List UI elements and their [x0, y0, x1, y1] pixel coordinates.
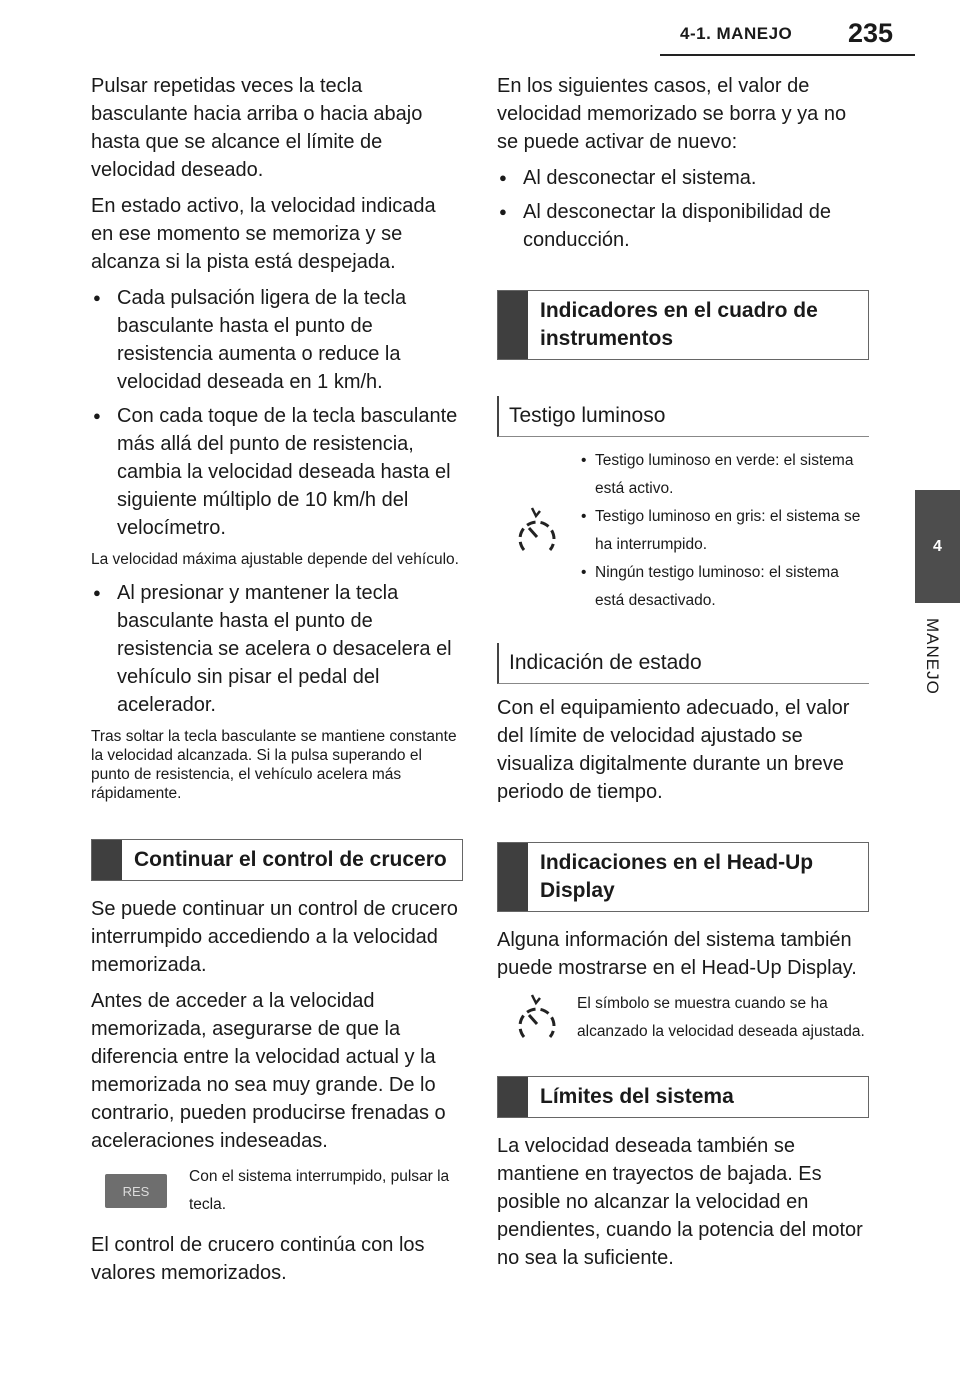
- section-title: Indicadores en el cuadro de instrumentos: [540, 299, 818, 350]
- cruise-control-icon: [515, 993, 559, 1043]
- page-number: 235: [848, 18, 894, 48]
- chapter-tab-label: MANEJO: [923, 618, 942, 695]
- paragraph: El control de crucero continúa con los valores memorizados.: [91, 1234, 425, 1284]
- paragraph: Con el equipamiento adecuado, el valor del límite de velocidad ajustado se visualiza digitalmente durante un breve periodo de tiempo.: [497, 697, 850, 803]
- list-item: ● Al desconectar el sistema.: [497, 164, 869, 192]
- section-bar: [498, 1077, 528, 1117]
- res-row: [91, 1163, 463, 1219]
- light-row: [497, 447, 869, 615]
- list-item: ● Cada pulsación ligera de la tecla basculante hasta el punto de resistencia aumenta o reduce la velocidad deseada en 1 km/h.: [91, 284, 463, 396]
- list-item: ● Con cada toque de la tecla basculante más allá del punto de resistencia, cambia la velocidad deseada hasta el siguiente múltiplo de 10 km/h del velocímetro.: [91, 402, 463, 542]
- note: La velocidad máxima ajustable depende del vehículo.: [91, 551, 459, 568]
- list-item: ● Al presionar y mantener la tecla basculante hasta el punto de resistencia se acelera o desacelera el vehículo sin pisar el pedal del acelerador.: [91, 579, 463, 719]
- list-item: ● Al desconectar la disponibilidad de conducción.: [497, 198, 869, 254]
- cruise-control-icon: [515, 506, 559, 556]
- hud-description: El símbolo se muestra cuando se ha alcanzado la velocidad deseada ajustada.: [577, 995, 865, 1040]
- res-cell: [91, 1174, 189, 1208]
- section-title: Indicaciones en el Head-Up Display: [540, 851, 814, 902]
- note: Tras soltar la tecla basculante se mantiene constante la velocidad alcanzada. Si la pulsa superando el punto de resistencia, el vehículo acelera más rápidamente.: [91, 728, 457, 802]
- res-button[interactable]: RES: [105, 1174, 167, 1208]
- icon-cell: [497, 993, 577, 1043]
- left-column: [91, 72, 463, 1295]
- list-item: • Ningún testigo luminoso: el sistema está desactivado.: [577, 559, 869, 615]
- paragraph: En estado activo, la velocidad indicada en ese momento se memoriza y se alcanza si la pista está despejada.: [91, 195, 436, 273]
- list-item: • Testigo luminoso en verde: el sistema está activo.: [577, 447, 869, 503]
- res-description: Con el sistema interrumpido, pulsar la tecla.: [189, 1168, 450, 1213]
- bullet-list: [91, 284, 463, 542]
- paragraph: Antes de acceder a la velocidad memorizada, asegurarse de que la diferencia entre la velocidad actual y la memorizada no sea muy grande. De lo contrario, pueden producirse frenadas o aceleraciones indeseadas.: [91, 990, 446, 1152]
- section-bar: [498, 291, 528, 359]
- subheading-status: Indicación de estado: [497, 643, 869, 684]
- bullet-list: [497, 164, 869, 254]
- section-title: Continuar el control de crucero: [134, 848, 447, 871]
- subheading-light: Testigo luminoso: [497, 396, 869, 437]
- paragraph: En los siguientes casos, el valor de velocidad memorizado se borra y ya no se puede activar de nuevo:: [497, 75, 847, 153]
- section-bar: [498, 843, 528, 911]
- right-column: [497, 72, 869, 1280]
- chapter-tab-number[interactable]: 4: [915, 490, 960, 603]
- section-heading-continue: [91, 839, 463, 881]
- icon-cell: [497, 506, 577, 556]
- light-states: [577, 447, 869, 615]
- paragraph: Pulsar repetidas veces la tecla basculante hacia arriba o hacia abajo hasta que se alcance el límite de velocidad deseado.: [91, 75, 423, 181]
- section-heading-limits: [497, 1076, 869, 1118]
- header-rule: [660, 54, 915, 56]
- section-title: Límites del sistema: [540, 1085, 734, 1108]
- section-heading-instruments: [497, 290, 869, 360]
- hud-row: [497, 990, 869, 1046]
- header-section: 4-1. MANEJO: [680, 24, 793, 43]
- bullet-list: [91, 579, 463, 719]
- section-bar: [92, 840, 122, 880]
- paragraph: La velocidad deseada también se mantiene en trayectos de bajada. Es posible no alcanzar la velocidad en pendientes, cuando la potencia del motor no sea la suficiente.: [497, 1135, 863, 1269]
- paragraph: Se puede continuar un control de crucero interrumpido accediendo a la velocidad memorizada.: [91, 898, 458, 976]
- list-item: • Testigo luminoso en gris: el sistema se ha interrumpido.: [577, 503, 869, 559]
- section-heading-hud: [497, 842, 869, 912]
- paragraph: Alguna información del sistema también puede mostrarse en el Head-Up Display.: [497, 929, 857, 979]
